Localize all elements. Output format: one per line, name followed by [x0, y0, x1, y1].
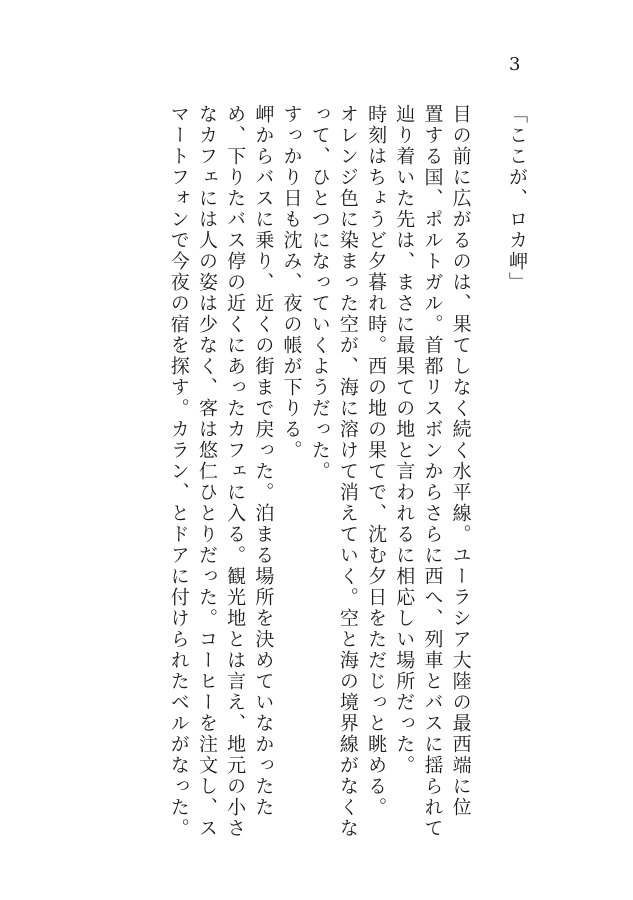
text-column: 時刻はちょうど夕暮れ時。西の地の果てで、沈む夕日をただじっと眺める。	[365, 104, 388, 818]
text-column: 辿り着いた先は、まさに最果ての地と言われるに相応しい場所だった。	[393, 104, 416, 776]
text-column: マートフォンで今夜の宿を探す。カラン、とドアに付けられたベルがなった。	[167, 104, 190, 839]
text-column: め、下りたバス停の近くにあったカフェに入る。観光地とは言え、地元の小さ	[224, 104, 247, 839]
text-column: 置する国、ポルトガル。首都リスボンからさらに西へ、列車とバスに揺られて	[421, 104, 444, 839]
text-column: 目の前に広がるのは、果てしなく続く水平線。ユーラシア大陸の最西端に位	[449, 104, 472, 818]
vertical-text-body	[160, 104, 528, 839]
text-column: って、ひとつになっていくようだった。	[308, 104, 331, 482]
text-column: 岬からバスに乗り、近くの街まで戻った。泊まる場所を決めていなかったた	[252, 104, 275, 818]
text-column-heading: 「ここが、ロカ岬」	[506, 104, 528, 293]
text-column: すっかり日も沈み、夜の帳が下りる。	[280, 104, 303, 461]
page-number: 3	[509, 54, 521, 75]
text-column: オレンジ色に染まった空が、海に溶けて消えていく。空と海の境界線がなくな	[336, 104, 359, 839]
text-column: なカフェには人の姿は少なく、客は悠仁ひとりだった。コーヒーを注文し、ス	[195, 104, 218, 839]
